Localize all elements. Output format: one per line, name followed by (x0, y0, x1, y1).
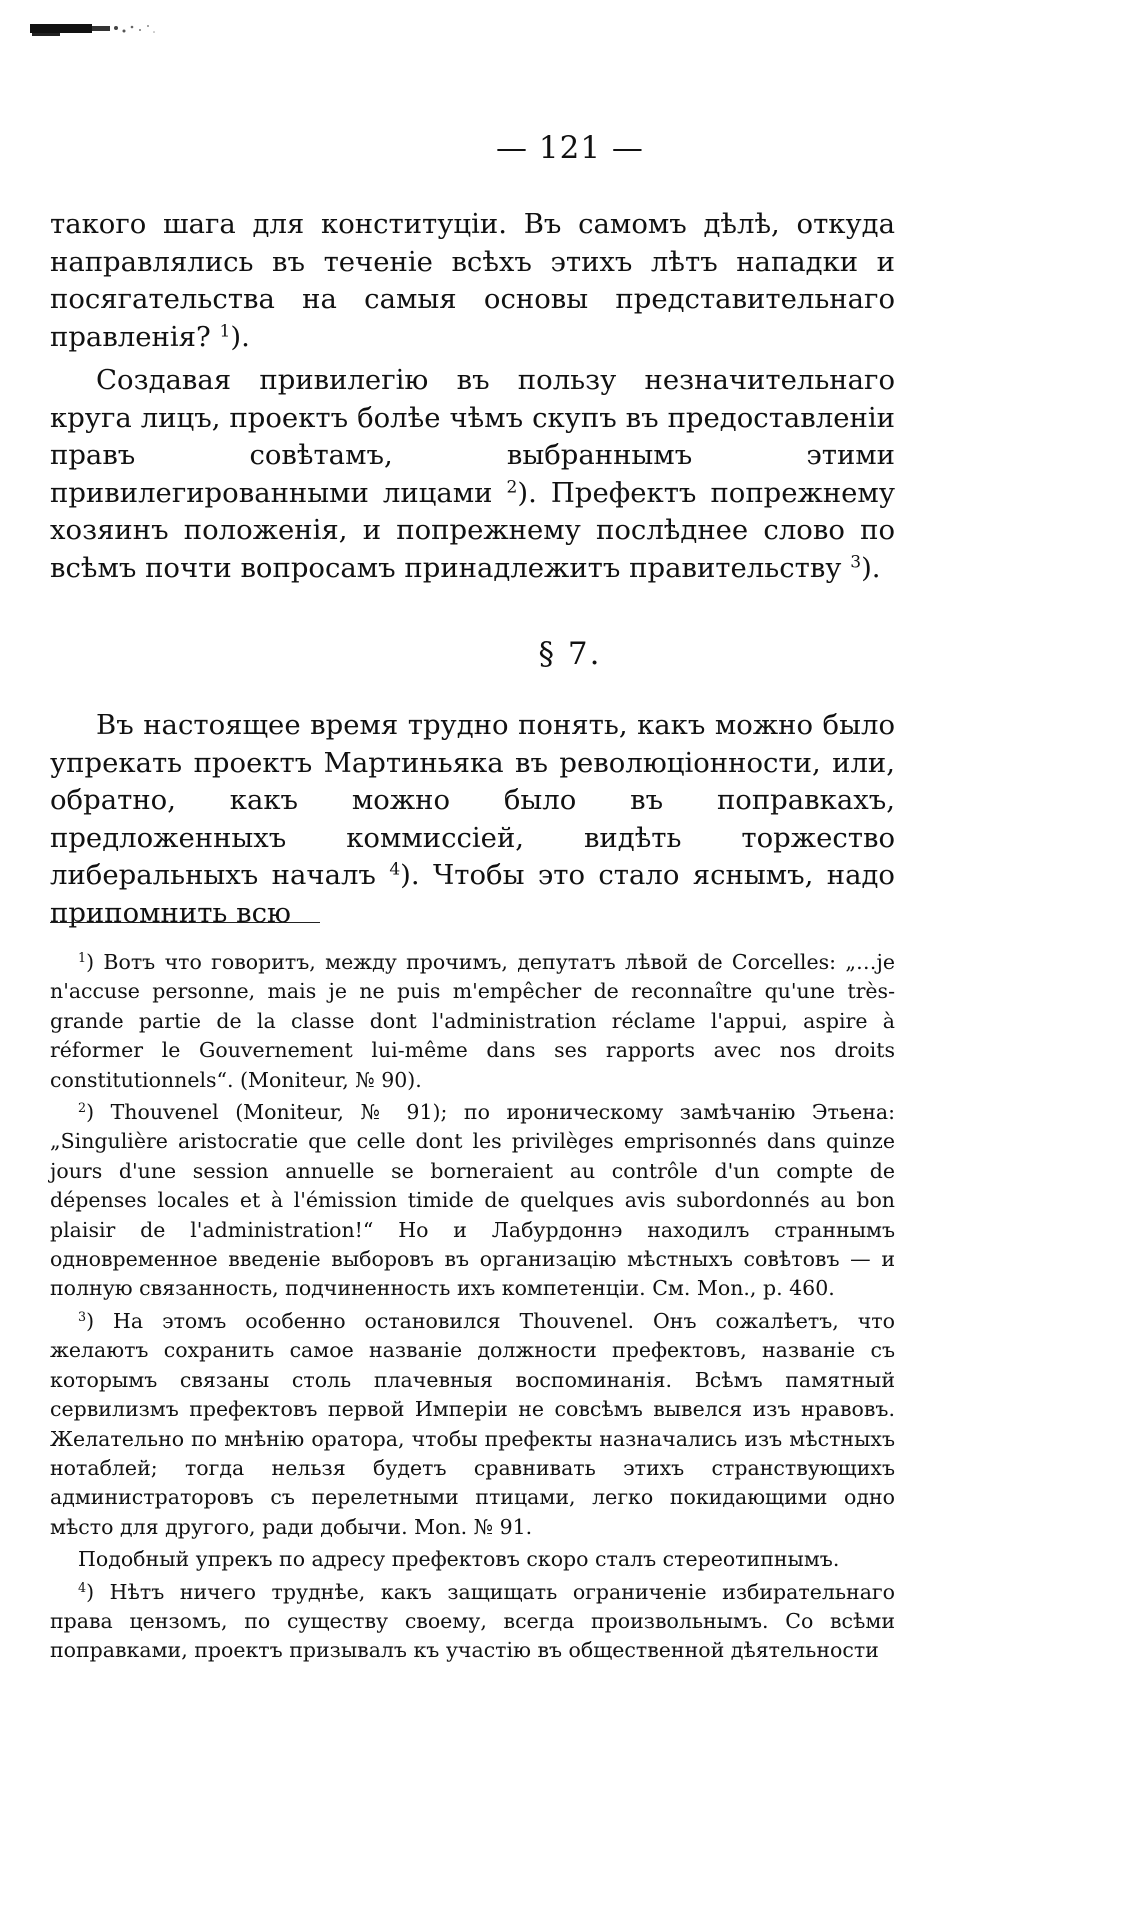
footnote-text: ) Thouvenel (Moniteur, № 91); по ироническому замѣчанію Этьена: „Singulière aristocratie que celle dont les privilèges emprisonnés dans quinze jours d'une session annuelle se borneraient au contrôle d'un compte de dépenses locales et à l'émission timide de quelques avis subordonnés au bon plaisir de l'administration!“ Но и Лабурдоннэ находилъ страннымъ одновременное введеніе выборовъ въ организацію мѣстныхъ совѣтовъ — и полную связанность, подчиненность ихъ компетенціи. См. Mon., p. 460. (50, 1100, 895, 1301)
footnote-text: ) Нѣтъ ничего труднѣе, какъ защищать ограниченіе избирательнаго права цензомъ, по существу своему, всегда произвольнымъ. Со всѣми поправками, проектъ призывалъ къ участію въ общественной дѣятельности (50, 1579, 895, 1663)
footnote-divider (50, 922, 320, 923)
footnote-ref-1[interactable]: 1 (219, 321, 231, 342)
paragraph-text: Въ настоящее время трудно понять, какъ можно было упрекать проектъ Мартиньяка въ революціонности, или, обратно, какъ можно было въ поправкахъ, предложенныхъ коммиссіей, видѣть торжество либеральныхъ началъ (50, 709, 895, 891)
paragraph (50, 707, 895, 932)
footnote-marker: 4 (78, 1579, 87, 1595)
paragraph (50, 362, 895, 587)
paragraph-text: ). (861, 551, 881, 584)
footnote-text: ) На этомъ особенно остановился Thouvenel. Онъ сожалѣетъ, что желаютъ сохранить самое названіе должности префектовъ, названіе съ которымъ связаны столь плачевныя воспоминанія. Всѣмъ памятный сервилизмъ префектовъ первой Имперіи не совсѣмъ вывелся изъ нравовъ. Желательно по мнѣнію оратора, чтобы префекты назначались изъ мѣстныхъ нотаблей; тогда нельзя будетъ сравнивать этихъ странствующихъ администраторовъ съ перелетными птицами, легко покидающими одно мѣсто для другого, ради добычи. Mon. № 91. (50, 1308, 895, 1539)
footnote-text: Подобный упрекъ по адресу префектовъ скоро сталъ стереотипнымъ. (78, 1547, 840, 1572)
footnote-marker: 1 (78, 950, 87, 966)
footnotes (50, 948, 895, 1669)
paragraph-text: такого шага для конституціи. Въ самомъ дѣлѣ, откуда направлялись въ теченіе всѣхъ этихъ лѣтъ нападки и посягательства на самыя основы представительнаго правленія? (50, 208, 895, 353)
footnote-3 (50, 1307, 895, 1542)
footnote-3-continued (50, 1545, 895, 1574)
paragraph-text: ). Префектъ попрежнему хозяинъ положенія, и попрежнему послѣднее слово по всѣмъ почти вопросамъ принадлежитъ правительству (50, 476, 896, 584)
paragraph-text: ). Чтобы это стало яснымъ, надо припомнить всю (50, 859, 895, 929)
footnote-ref-3[interactable]: 3 (850, 552, 862, 573)
footnote-2 (50, 1098, 895, 1304)
footnote-ref-2[interactable]: 2 (506, 477, 518, 498)
paragraph-continued (50, 206, 895, 356)
paragraph-text: ). (230, 320, 250, 353)
footnote-ref-4[interactable]: 4 (389, 859, 401, 880)
footnote-marker: 2 (78, 1100, 87, 1116)
paragraph-text: Создавая привилегію въ пользу незначительнаго круга лицъ, проектъ болѣе чѣмъ скупъ въ предоставленіи правъ совѣтамъ, выбраннымъ этими привилегированными лицами (50, 364, 895, 509)
main-text-lower (50, 707, 895, 932)
page-number: — 121 — (496, 130, 644, 166)
main-text-upper (50, 206, 895, 587)
footnote-text: ) Вотъ что говоритъ, между прочимъ, депутатъ лѣвой de Corcelles: „…je n'accuse personne, mais je ne puis m'empêcher de reconnaître qu'une très-grande partie de la classe dont l'administration réclame l'appui, aspire à réformer le Gouvernement lui-même dans ses rapports avec nos droits constitutionnels“. (Moniteur, № 90). (50, 950, 895, 1092)
footnote-4 (50, 1578, 895, 1666)
library-stamp-mark (30, 20, 160, 42)
footnote-marker: 3 (78, 1308, 87, 1324)
footnote-1 (50, 948, 895, 1095)
section-heading: § 7. (538, 636, 602, 672)
